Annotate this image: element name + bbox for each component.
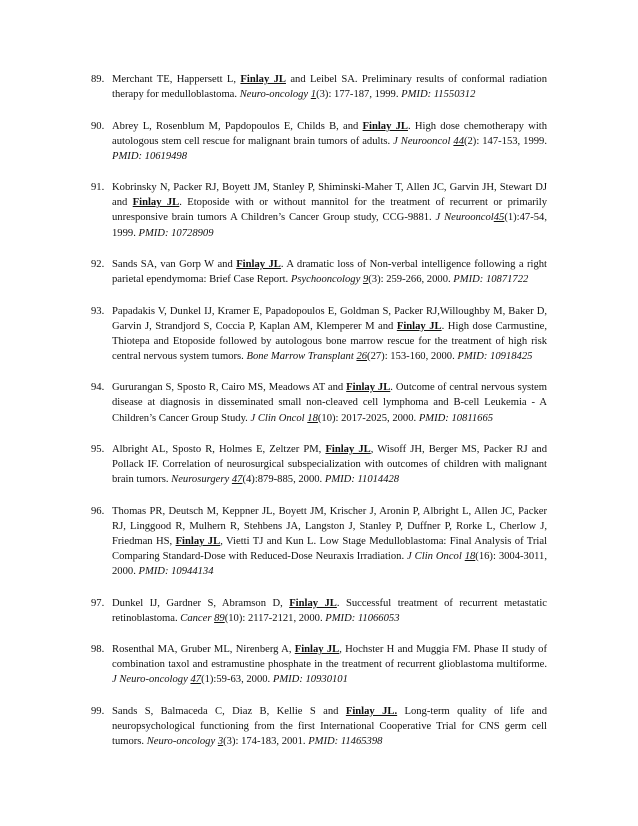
author-list: Sands S, Balmaceda C, Diaz B, Kellie S and: [112, 705, 346, 717]
article-title: . Etoposide with or without mannitol for the treatment of recurrent or primarily unresponsive brain tumors A Children’s Cancer Group study, CCG-9881.: [112, 197, 547, 224]
article-title: . High dose Carmustine, Thiotepa and Etoposide followed by autologous bone marrow rescue for the treatment of high risk central nervous system tumors.: [112, 320, 547, 362]
issue-pages-year: (2): 147-153, 1999.: [463, 135, 547, 147]
issue-pages-year: (1):59-63, 2000.: [201, 674, 273, 686]
pmid: PMID: 10930101: [272, 674, 348, 686]
article-title: , Hochster H and Muggia FM. Phase II study of combination taxol and estramustine phosphate in the treatment of recurrent glioblastoma multiforme.: [112, 644, 547, 671]
reference-item: [91, 596, 547, 626]
journal-name: Neuro-oncology: [146, 736, 216, 747]
highlighted-author: Finlay JL: [362, 120, 408, 132]
volume-number: 18: [307, 412, 318, 424]
highlighted-author: Finlay JL: [289, 597, 337, 609]
pmid: PMID: 10918425: [457, 350, 533, 362]
highlighted-author: Finlay JL: [236, 259, 281, 271]
highlighted-author: Finlay JL: [346, 382, 391, 394]
pmid: PMID: 10871722: [453, 274, 529, 286]
highlighted-author: Finlay JL: [294, 644, 340, 656]
pmid: PMID: 11014428: [324, 474, 400, 486]
article-title: Long-term quality of life and neuropsychological functioning from the first International Cooperative Trial for CNS germ cell tumors.: [112, 705, 547, 747]
volume-number: 18: [464, 550, 476, 562]
issue-pages-year: (3): 177-187, 1999.: [316, 89, 402, 101]
highlighted-author: Finlay JL: [132, 197, 180, 209]
pmid: PMID: 10944134: [138, 566, 214, 578]
reference-number: 95.: [91, 444, 105, 456]
reference-list: [91, 72, 547, 765]
journal-name: Bone Marrow Transplant: [246, 350, 354, 362]
article-title: , Vietti TJ and Kun L. Low Stage Medulloblastoma: Final Analysis of Trial Comparing Standard-Dose with Reduced-Dose Neuraxis Irradiation.: [112, 535, 548, 562]
reference-item: [91, 119, 547, 164]
pmid: PMID: 10728909: [138, 227, 214, 239]
reference-number: 90.: [91, 120, 105, 132]
volume-number: 26: [356, 350, 368, 362]
issue-pages-year: (3): 174-183, 2001.: [223, 736, 309, 747]
reference-number: 91.: [91, 182, 105, 194]
highlighted-author: Finlay JL: [240, 74, 286, 85]
article-title: . Successful treatment of recurrent metastatic retinoblastoma.: [112, 597, 547, 624]
volume-number: 47: [190, 674, 202, 686]
volume-number: 9: [362, 274, 369, 286]
journal-name: Psychooncology: [290, 274, 361, 286]
reference-item: [91, 180, 547, 240]
volume-number: 44: [453, 135, 464, 147]
journal-name: J Clin Oncol: [407, 550, 462, 562]
journal-name: Neurosurgery: [171, 474, 230, 486]
reference-item: [91, 704, 547, 749]
highlighted-author: Finlay JL: [396, 320, 442, 332]
journal-name: Neuro-oncology: [239, 89, 309, 101]
journal-name: Cancer: [180, 612, 212, 624]
pmid: PMID: 11550312: [401, 89, 476, 101]
journal-name: J Clin Oncol: [250, 412, 305, 424]
reference-item: [91, 504, 547, 579]
issue-pages-year: (27): 153-160, 2000.: [367, 350, 458, 362]
reference-item: [91, 257, 547, 287]
volume-number: 89: [214, 612, 225, 624]
reference-item: [91, 642, 547, 687]
highlighted-author: Finlay JL.: [345, 705, 398, 717]
pmid: PMID: 10619498: [112, 150, 188, 162]
reference-item: [91, 72, 547, 102]
author-list: Dunkel IJ, Gardner S, Abramson D,: [112, 597, 290, 609]
journal-name: J Neuro-oncology: [112, 674, 188, 686]
pmid: PMID: 11066053: [325, 612, 400, 624]
article-title: . A dramatic loss of Non-verbal intelligence following a right parietal ependymoma: Brief Case Report.: [112, 259, 548, 286]
pmid: PMID: 11465398: [308, 736, 383, 747]
author-list: Albright AL, Sposto R, Holmes E, Zeltzer PM,: [112, 444, 326, 456]
author-list: Sands SA, van Gorp W and: [112, 259, 237, 271]
reference-number: 98.: [91, 644, 105, 656]
issue-pages-year: (1):47-54, 1999.: [112, 212, 547, 239]
highlighted-author: Finlay JL: [325, 444, 371, 456]
reference-number: 89.: [91, 74, 105, 85]
pmid: PMID: 10811665: [418, 412, 494, 424]
volume-number: 1: [310, 89, 317, 101]
author-list: Merchant TE, Happersett L,: [112, 74, 241, 85]
author-list: Gururangan S, Sposto R, Cairo MS, Meadows AT and: [112, 382, 347, 394]
article-title: and Leibel SA. Preliminary results of conformal radiation therapy for medulloblastoma.: [112, 74, 548, 101]
volume-number: 3: [217, 736, 224, 747]
journal-name: J Neurooncol: [393, 135, 451, 147]
author-list: Rosenthal MA, Gruber ML, Nirenberg A,: [112, 644, 295, 656]
volume-number: 45: [493, 212, 505, 224]
issue-pages-year: (4):879-885, 2000.: [242, 474, 325, 486]
reference-item: [91, 304, 547, 364]
journal-name: J Neurooncol: [435, 212, 494, 224]
reference-number: 94.: [91, 382, 105, 394]
issue-pages-year: (10): 2117-2121, 2000.: [224, 612, 326, 624]
author-list: Kobrinsky N, Packer RJ, Boyett JM, Stanley P, Shiminski-Maher T, Allen JC, Garvin JH, Stewart DJ and: [112, 182, 547, 209]
reference-number: 96.: [91, 505, 105, 517]
highlighted-author: Finlay JL: [175, 535, 221, 547]
issue-pages-year: (16): 3004-3011, 2000.: [112, 550, 547, 578]
reference-item: [91, 380, 547, 425]
author-list: Thomas PR, Deutsch M, Keppner JL, Boyett JM, Krischer J, Aronin P, Albright L, Allen JC, Packer RJ, Linggood R, Mulhern R, Stehbens JA, Langston J, Stanley P, Duffner P, Rorke L, Cherlow J, Friedman HS,: [112, 505, 547, 547]
reference-number: 99.: [91, 705, 105, 717]
article-title: , Wisoff JH, Berger MS, Packer RJ and Pollack IF. Correlation of neurosurgical subspecialization with outcomes of children with malignant brain tumors.: [112, 444, 547, 486]
issue-pages-year: (3): 259-266, 2000.: [368, 274, 454, 286]
article-title: . Outcome of central nervous system disease at diagnosis in disseminated small non-cleaved cell lymphoma and B-cell Leukemia - A Children’s Cancer Group Study.: [112, 382, 547, 424]
article-title: . High dose chemotherapy with autologous stem cell rescue for malignant brain tumors of adults.: [112, 120, 548, 147]
reference-number: 92.: [91, 259, 105, 271]
reference-number: 97.: [91, 597, 105, 609]
reference-number: 93.: [91, 305, 105, 317]
issue-pages-year: (10): 2017-2025, 2000.: [317, 412, 419, 424]
reference-item: [91, 442, 547, 487]
volume-number: 47: [231, 474, 243, 486]
author-list: Abrey L, Rosenblum M, Papdopoulos E, Childs B, and: [112, 120, 363, 132]
author-list: Papadakis V, Dunkel IJ, Kramer E, Papadopoulos E, Goldman S, Packer RJ,Willoughby M, Baker D, Garvin J, Strandjord S, Coccia P, Kaplan AM, Klemperer M and: [112, 305, 547, 332]
